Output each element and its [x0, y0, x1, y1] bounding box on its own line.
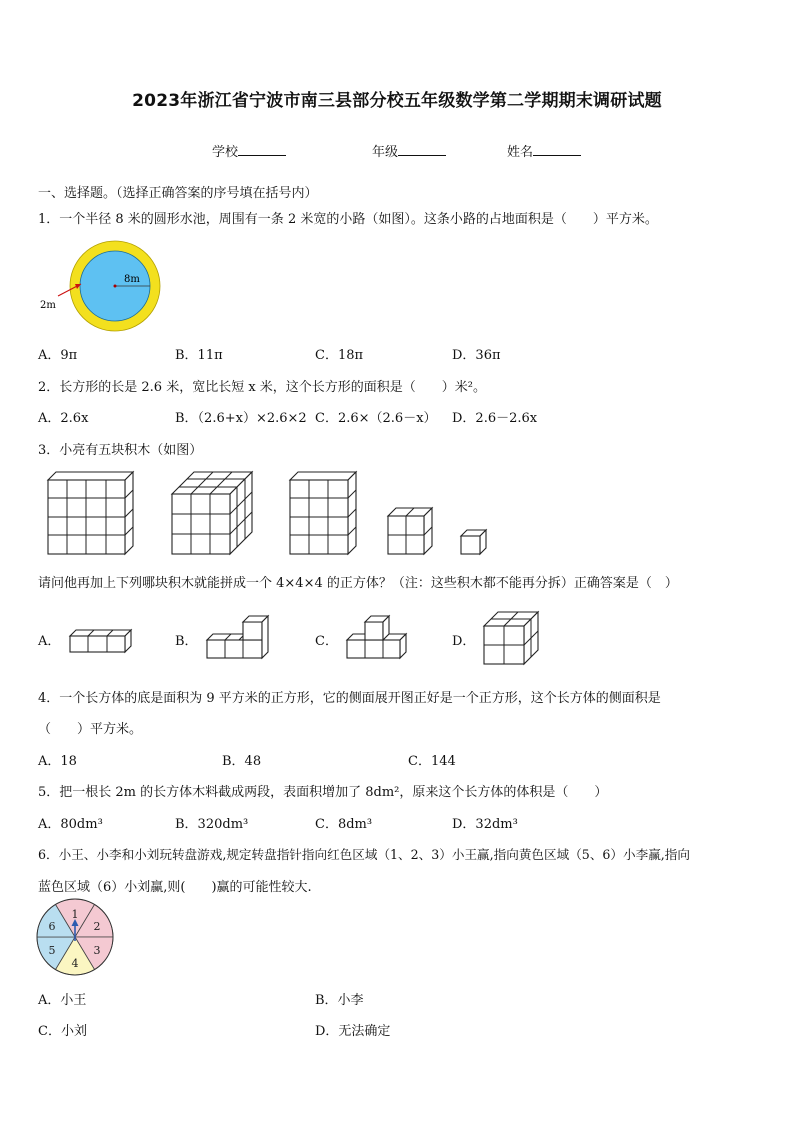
q5-option-c[interactable]: C．8dm³ [315, 817, 373, 832]
q1-option-d[interactable]: D．36π [452, 348, 501, 363]
grade-field[interactable] [372, 141, 446, 160]
q2-option-b[interactable]: B．（2.6+x）×2.6×2 [175, 411, 307, 426]
q3-option-b[interactable]: B． [175, 634, 198, 649]
q3-option-c[interactable]: C． [315, 634, 338, 649]
q3-block-4 [386, 506, 434, 556]
q1-radius-label: 8m [124, 274, 140, 285]
q5-option-a[interactable]: A．80dm³ [38, 817, 103, 832]
q5-text: 5．把一根长 2m 的长方体木料截成两段，表面积增加了 8dm²，原来这个长方体的体积是（ ） [38, 785, 608, 800]
spinner-number-2: 2 [93, 920, 101, 933]
q3-block-5 [459, 528, 489, 556]
section-heading: 一、选择题。（选择正确答案的序号填在括号内） [38, 186, 318, 201]
q2-option-c[interactable]: C．2.6×（2.6－x） [315, 411, 437, 426]
spinner-number-4: 4 [71, 957, 79, 970]
q2-text: 2．长方形的长是 2.6 米，宽比长短 x 米，这个长方形的面积是（ ）米²。 [38, 380, 487, 395]
q6-option-a[interactable]: A．小王 [38, 993, 87, 1008]
q3-block-3 [288, 470, 358, 556]
q4-option-b[interactable]: B．48 [222, 754, 262, 769]
q1-figure [36, 240, 166, 330]
q3-block-1 [46, 470, 136, 556]
q4-option-c[interactable]: C．144 [408, 754, 456, 769]
q6-option-c[interactable]: C．小刘 [38, 1024, 87, 1039]
q1-option-b[interactable]: B．11π [175, 348, 223, 363]
page-title: 2023年浙江省宁波市南三县部分校五年级数学第二学期期末调研试题 [132, 91, 662, 111]
spinner-number-3: 3 [93, 944, 101, 957]
q1-center-dot [114, 285, 117, 288]
name-label: 姓名 [507, 145, 534, 160]
spinner-number-1: 1 [71, 908, 79, 921]
q3-option-b-figure[interactable] [205, 616, 267, 660]
q6-option-b[interactable]: B．小李 [315, 993, 364, 1008]
q4-text2: （ ）平方米。 [38, 722, 143, 737]
q2-option-d[interactable]: D．2.6－2.6x [452, 411, 538, 426]
spinner-number-6: 6 [48, 920, 56, 933]
q3-option-a-figure[interactable] [68, 628, 132, 654]
school-field[interactable] [212, 141, 286, 160]
name-blank[interactable] [533, 143, 581, 156]
q1-option-a[interactable]: A．9π [38, 348, 78, 363]
q6-text2: 蓝色区域（6）小刘赢,则( )赢的可能性较大. [38, 880, 312, 895]
q1-option-c[interactable]: C．18π [315, 348, 364, 363]
q6-spinner [36, 900, 116, 976]
q3-block-2 [170, 470, 254, 556]
q3-option-d-figure[interactable] [482, 610, 540, 666]
q3-text: 3．小亮有五块积木（如图） [38, 443, 203, 458]
q6-option-d[interactable]: D．无法确定 [315, 1024, 391, 1039]
q5-option-b[interactable]: B．320dm³ [175, 817, 249, 832]
school-blank[interactable] [238, 143, 286, 156]
q4-text: 4．一个长方体的底是面积为 9 平方米的正方形，它的侧面展开图正好是一个正方形，这个长方体的侧面积是 [38, 691, 661, 706]
name-field[interactable] [507, 141, 581, 160]
q6-text: 6．小王、小李和小刘玩转盘游戏,规定转盘指针指向红色区域（1、2、3）小王赢,指向黄色区域（5、6）小李赢,指向 [38, 847, 690, 862]
school-label: 学校 [212, 145, 239, 160]
q5-option-d[interactable]: D．32dm³ [452, 817, 518, 832]
q1-text: 1．一个半径 8 米的圆形水池，周围有一条 2 米宽的小路（如图）。这条小路的占地面积是（ ）平方米。 [38, 212, 658, 227]
q1-width-label: 2m [40, 300, 56, 311]
grade-blank[interactable] [398, 143, 446, 156]
q4-option-a[interactable]: A．18 [38, 754, 77, 769]
q3-option-c-figure[interactable] [345, 616, 407, 660]
spinner-number-5: 5 [48, 944, 56, 957]
q3-option-d[interactable]: D． [452, 634, 476, 649]
q3-text2: 请问他再加上下列哪块积木就能拼成一个 4×4×4 的正方体？（注：这些积木都不能再分拆）正确答案是（ ） [38, 576, 678, 591]
q3-option-a[interactable]: A． [38, 634, 61, 649]
q2-option-a[interactable]: A．2.6x [38, 411, 89, 426]
grade-label: 年级 [372, 145, 399, 160]
